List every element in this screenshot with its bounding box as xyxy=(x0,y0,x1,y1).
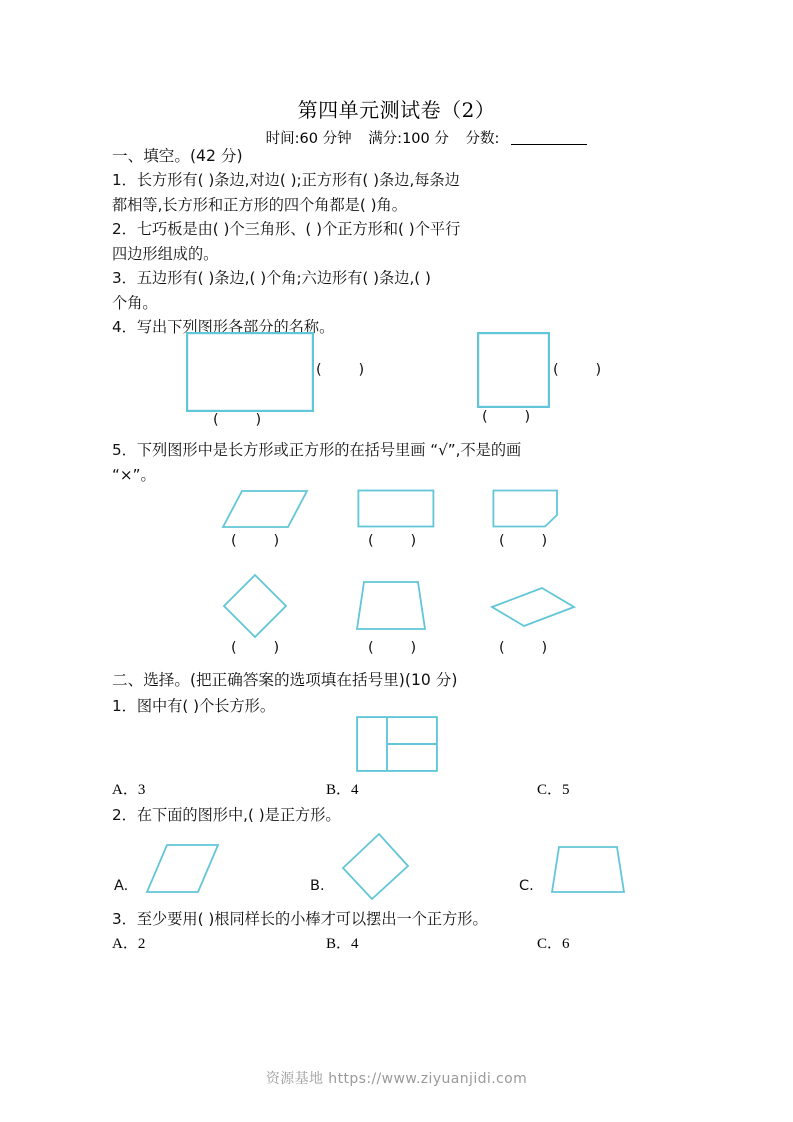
section-one-q1-line1: 1．长方形有( )条边,对边( );正方形有( )条边,每条边 xyxy=(112,171,460,189)
q5-blank-5[interactable]: ( ) xyxy=(368,640,417,656)
q5-flat-rhombus-shape xyxy=(490,586,576,628)
q1-choice-a[interactable]: A．3 xyxy=(112,782,146,798)
q5-blank-2[interactable]: ( ) xyxy=(368,533,417,549)
q5-blank-3[interactable]: ( ) xyxy=(499,533,548,549)
q5-rectangle-shape xyxy=(357,488,435,530)
section-two-q1-divided-rectangle xyxy=(356,716,438,772)
q2-choice-b-label[interactable]: B. xyxy=(310,878,325,894)
section-one-q1-line2: 都相等,长方形和正方形的四个角都是( )角。 xyxy=(112,196,407,214)
q4-rectangle-bottom-blank[interactable]: ( ) xyxy=(213,412,262,428)
q5-pentagon-shape xyxy=(492,488,562,530)
section-one-q5-line2: “×”。 xyxy=(112,466,156,484)
exam-full-score: 满分:100 分 xyxy=(368,131,449,147)
section-one-q2-line2: 四边形组成的。 xyxy=(112,245,219,263)
q3-choice-b[interactable]: B．4 xyxy=(326,936,359,952)
section-one-q2-line1: 2．七巧板是由( )个三角形、( )个正方形和( )个平行 xyxy=(112,220,461,238)
q5-parallelogram-shape xyxy=(220,488,310,530)
footer-watermark: 资源基地 https://www.ziyuanjidi.com xyxy=(265,1071,528,1087)
q2-parallelogram-shape xyxy=(145,843,221,895)
q4-square-figure xyxy=(477,332,550,408)
q2-choice-c-label[interactable]: C. xyxy=(519,878,534,894)
section-two-q1-prompt: 1．图中有( )个长方形。 xyxy=(112,697,276,715)
q4-square-bottom-blank[interactable]: ( ) xyxy=(482,409,531,425)
q5-blank-6[interactable]: ( ) xyxy=(499,640,548,656)
q3-choice-c[interactable]: C．6 xyxy=(537,936,570,952)
score-blank-line[interactable] xyxy=(511,144,587,145)
q5-blank-4[interactable]: ( ) xyxy=(231,640,280,656)
q5-trapezoid-shape xyxy=(355,580,427,632)
section-one-q3-line1: 3．五边形有( )条边,( )个角;六边形有( )条边,( ) xyxy=(112,269,431,287)
q3-choice-a[interactable]: A．2 xyxy=(112,936,146,952)
q1-choice-b[interactable]: B．4 xyxy=(326,782,359,798)
exam-score-label: 分数: xyxy=(465,131,500,147)
q4-square-side-blank[interactable]: ( ) xyxy=(553,362,602,378)
section-two-heading: 二、选择。(把正确答案的选项填在括号里)(10 分) xyxy=(112,671,458,689)
section-one-q5-line1: 5．下列图形中是长方形或正方形的在括号里画 “√”,不是的画 xyxy=(112,441,522,459)
section-two-q3-prompt: 3．至少要用( )根同样长的小棒才可以摆出一个正方形。 xyxy=(112,910,488,928)
q2-diamond-shape xyxy=(341,832,411,902)
section-two-q2-prompt: 2．在下面的图形中,( )是正方形。 xyxy=(112,806,341,824)
section-one-heading: 一、填空。(42 分) xyxy=(112,147,243,165)
section-one-q3-line2: 个角。 xyxy=(112,294,158,312)
q2-trapezoid-shape xyxy=(550,845,626,895)
q5-diamond-shape xyxy=(222,573,288,639)
page-title: 第四单元测试卷（2） xyxy=(297,98,496,122)
q4-rectangle-figure xyxy=(186,332,314,412)
exam-time: 时间:60 分钟 xyxy=(265,131,352,147)
q1-choice-c[interactable]: C．5 xyxy=(537,782,570,798)
q5-blank-1[interactable]: ( ) xyxy=(231,533,280,549)
q2-choice-a-label[interactable]: A. xyxy=(114,878,129,894)
q4-rectangle-side-blank[interactable]: ( ) xyxy=(316,362,365,378)
section-one-q4-prompt: 4．写出下列图形各部分的名称。 xyxy=(112,318,335,336)
